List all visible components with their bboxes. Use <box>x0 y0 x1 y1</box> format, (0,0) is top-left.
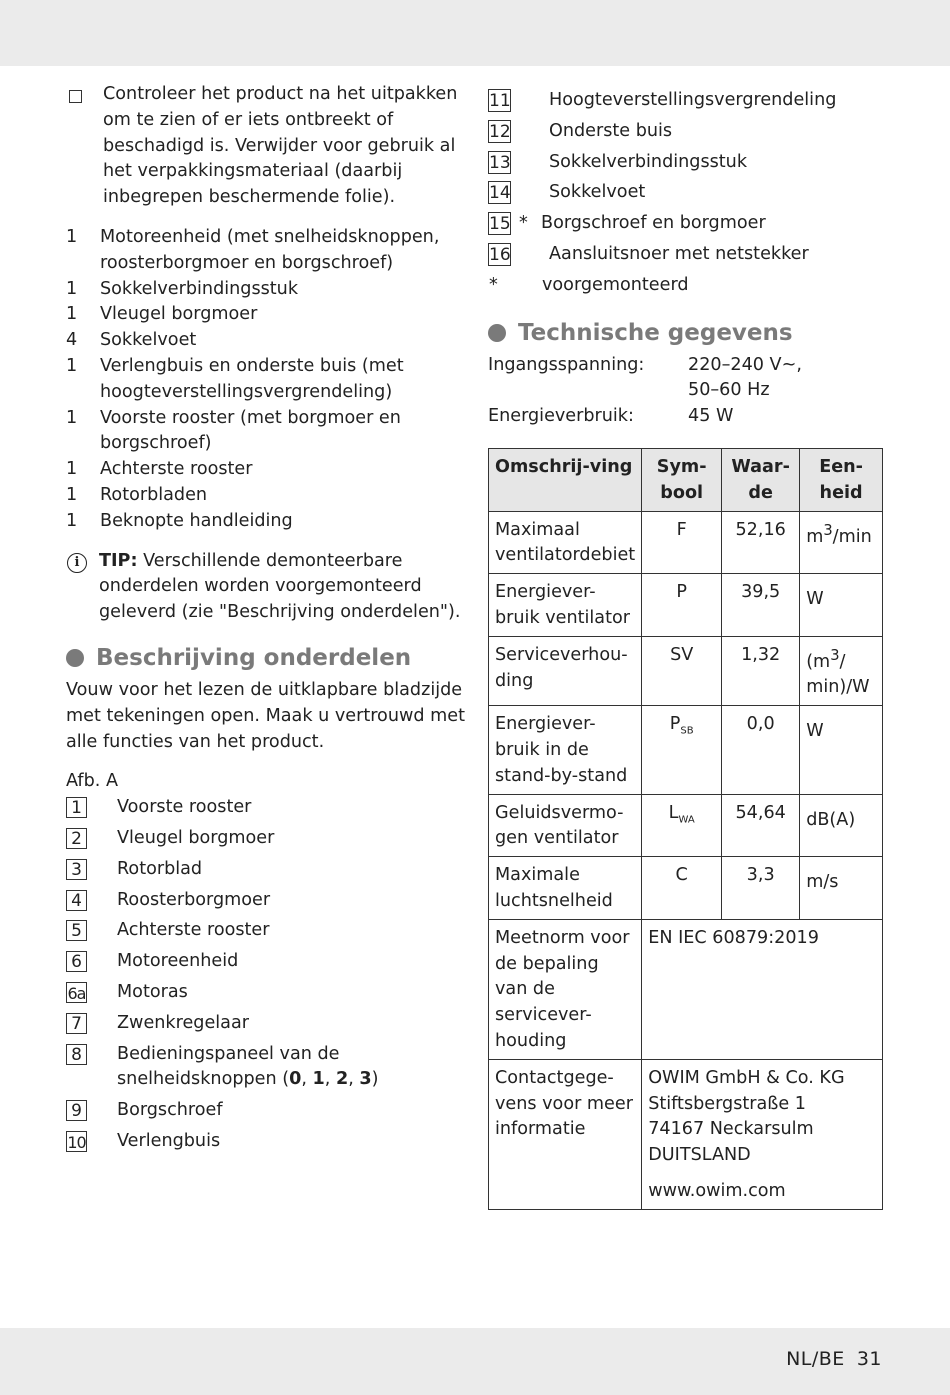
left-column <box>66 82 466 1160</box>
table-header-row <box>489 448 883 511</box>
info-icon: i <box>67 553 87 573</box>
contact-url: www.owim.com <box>648 1180 786 1201</box>
list-item: 7 Zwenkregelaar <box>66 1011 466 1037</box>
list-item: 1 Beknopte handleiding <box>66 510 293 531</box>
list-item: 6a Motoras <box>67 981 188 1003</box>
list-item: 13 Sokkelverbindingsstuk <box>489 151 748 173</box>
list-item: 14 Sokkelvoet <box>489 182 646 204</box>
part-number: 11 <box>489 91 511 111</box>
tip-text <box>99 549 466 626</box>
top-bar <box>0 0 950 66</box>
column-header: Een-heid <box>800 448 883 511</box>
contact-info: OWIM GmbH & Co. KG Stiftsbergstraße 1 74167 Neckarsulm DUITSLAND www.owim.com <box>642 1059 883 1209</box>
table-row: Energiever-bruik ventilator P 39,5 W <box>489 574 883 637</box>
list-item: 1 Verlengbuis en onderste buis (met hoogteverstellingsvergrendeling) <box>66 355 404 402</box>
part-number: 9 <box>66 1100 87 1121</box>
page-footer <box>774 1348 882 1370</box>
part-number: 7 <box>66 1013 87 1034</box>
part-number: 1 <box>66 797 87 818</box>
footnote: * voorgemonteerd <box>489 274 689 295</box>
power-row: Energieverbruik: 45 W <box>488 406 734 427</box>
page-number: 31 <box>856 1348 882 1370</box>
list-item: 6 Motoreenheid <box>66 949 466 975</box>
part-number: 3 <box>66 859 87 880</box>
part-number: 5 <box>66 920 87 941</box>
part-number: 2 <box>66 828 87 849</box>
column-header: Waar-de <box>722 448 800 511</box>
checklist-text: Controleer het product na het uitpakken om te zien of er iets ontbreekt of beschadigd is. Verwijder voor gebruik al het verpakkingsmateriaal (daarbij inbegrepen beschermende folie). <box>103 84 458 208</box>
spec-table <box>488 448 883 1210</box>
list-item: 1 Voorste rooster <box>66 795 466 821</box>
locale-label: NL/BE <box>786 1348 845 1370</box>
checklist-item <box>66 82 466 211</box>
list-item: 1 Sokkelverbindingsstuk <box>66 278 299 299</box>
figure-label: Afb. A <box>66 771 118 792</box>
bullet-icon <box>488 324 506 342</box>
parts-list <box>66 795 466 1155</box>
section-heading-parts: Beschrijving onderdelen <box>66 644 466 672</box>
tip <box>66 549 466 626</box>
list-item: 15 * Borgschroef en borgmoer <box>489 213 766 235</box>
part-number: 12 <box>489 121 511 142</box>
list-item: 1 Rotorbladen <box>66 484 208 505</box>
tip-body: Verschillende demonteerbare onderdelen worden voorgemonteerd geleverd (zie "Beschrijving onderdelen"). <box>99 550 461 623</box>
list-item: 12 Onderste buis <box>489 120 673 142</box>
list-item: 9 Borgschroef <box>66 1098 466 1124</box>
list-item: 1 Achterste rooster <box>66 459 253 480</box>
part-8-text: Bedieningspaneel van de snelheidsknoppen (0, 1, 2, 3) <box>117 1043 379 1090</box>
table-row: Maximale luchtsnelheid C 3,3 m/s <box>489 857 883 920</box>
part-number: 6a <box>67 983 86 1003</box>
checkbox-icon <box>69 90 82 103</box>
list-item: 1 Voorste rooster (met borgmoer en borgschroef) <box>66 407 401 454</box>
list-item: 10 Verlengbuis <box>67 1130 221 1152</box>
list-item <box>66 1042 466 1094</box>
bullet-icon <box>66 649 84 667</box>
part-number: 8 <box>66 1044 87 1065</box>
part-number: 10 <box>67 1132 86 1152</box>
voltage-row: Ingangsspanning: 220–240 V~, 50–60 Hz <box>488 354 802 401</box>
table-row: Geluidsvermo-gen ventilator $L_{WA}$ 54,64 dB(A) <box>489 794 883 857</box>
table-row: Contactgege-vens voor meer informatie OWIM GmbH & Co. KG Stiftsbergstraße 1 74167 Neckarsulm DUITSLAND www.owim.com <box>489 1059 883 1209</box>
table-row: Energiever-bruik in de stand-by-stand $P_{SB}$ 0,0 W <box>489 706 883 794</box>
tip-label: TIP: <box>99 550 138 571</box>
table-row: Meetnorm voor de bepaling van de servicever-houding EN IEC 60879:2019 <box>489 919 883 1059</box>
list-item: 16 Aansluitsnoer met netstekker <box>489 243 809 265</box>
parts-intro: Vouw voor het lezen de uitklapbare bladzijde met tekeningen open. Maak u vertrouwd met alle functies van het product. <box>66 679 465 752</box>
list-item: 2 Vleugel borgmoer <box>66 826 466 852</box>
table-row: Serviceverhou-ding SV 1,32 ($m^3/$ min)/W <box>489 636 883 705</box>
part-number: 4 <box>66 890 87 911</box>
section-heading-tech: Technische gegevens <box>488 319 888 347</box>
column-header: Sym-bool <box>642 448 722 511</box>
part-number: 13 <box>489 152 511 173</box>
list-item: 4 Sokkelvoet <box>66 330 197 351</box>
list-item: 1 Vleugel borgmoer <box>66 304 258 325</box>
contents-list <box>66 225 466 535</box>
part-number: 15 <box>489 214 511 235</box>
list-item: 4 Roosterborgmoer <box>66 888 466 914</box>
part-number: 6 <box>66 951 87 972</box>
table-row: Maximaal ventilatordebiet F 52,16 $m^3/\min$ <box>489 511 883 574</box>
list-item: 5 Achterste rooster <box>66 918 466 944</box>
list-item: 1 Motoreenheid (met snelheidsknoppen, roosterborgmoer en borgschroef) <box>66 226 440 273</box>
part-number: 16 <box>489 244 511 265</box>
parts-list-continued <box>488 88 888 299</box>
right-column <box>488 88 888 1210</box>
list-item: 3 Rotorblad <box>66 857 466 883</box>
list-item: 11 Hoogteverstellingsvergrendeling <box>489 90 837 111</box>
column-header: Omschrij-ving <box>489 448 642 511</box>
part-number: 14 <box>489 183 511 204</box>
